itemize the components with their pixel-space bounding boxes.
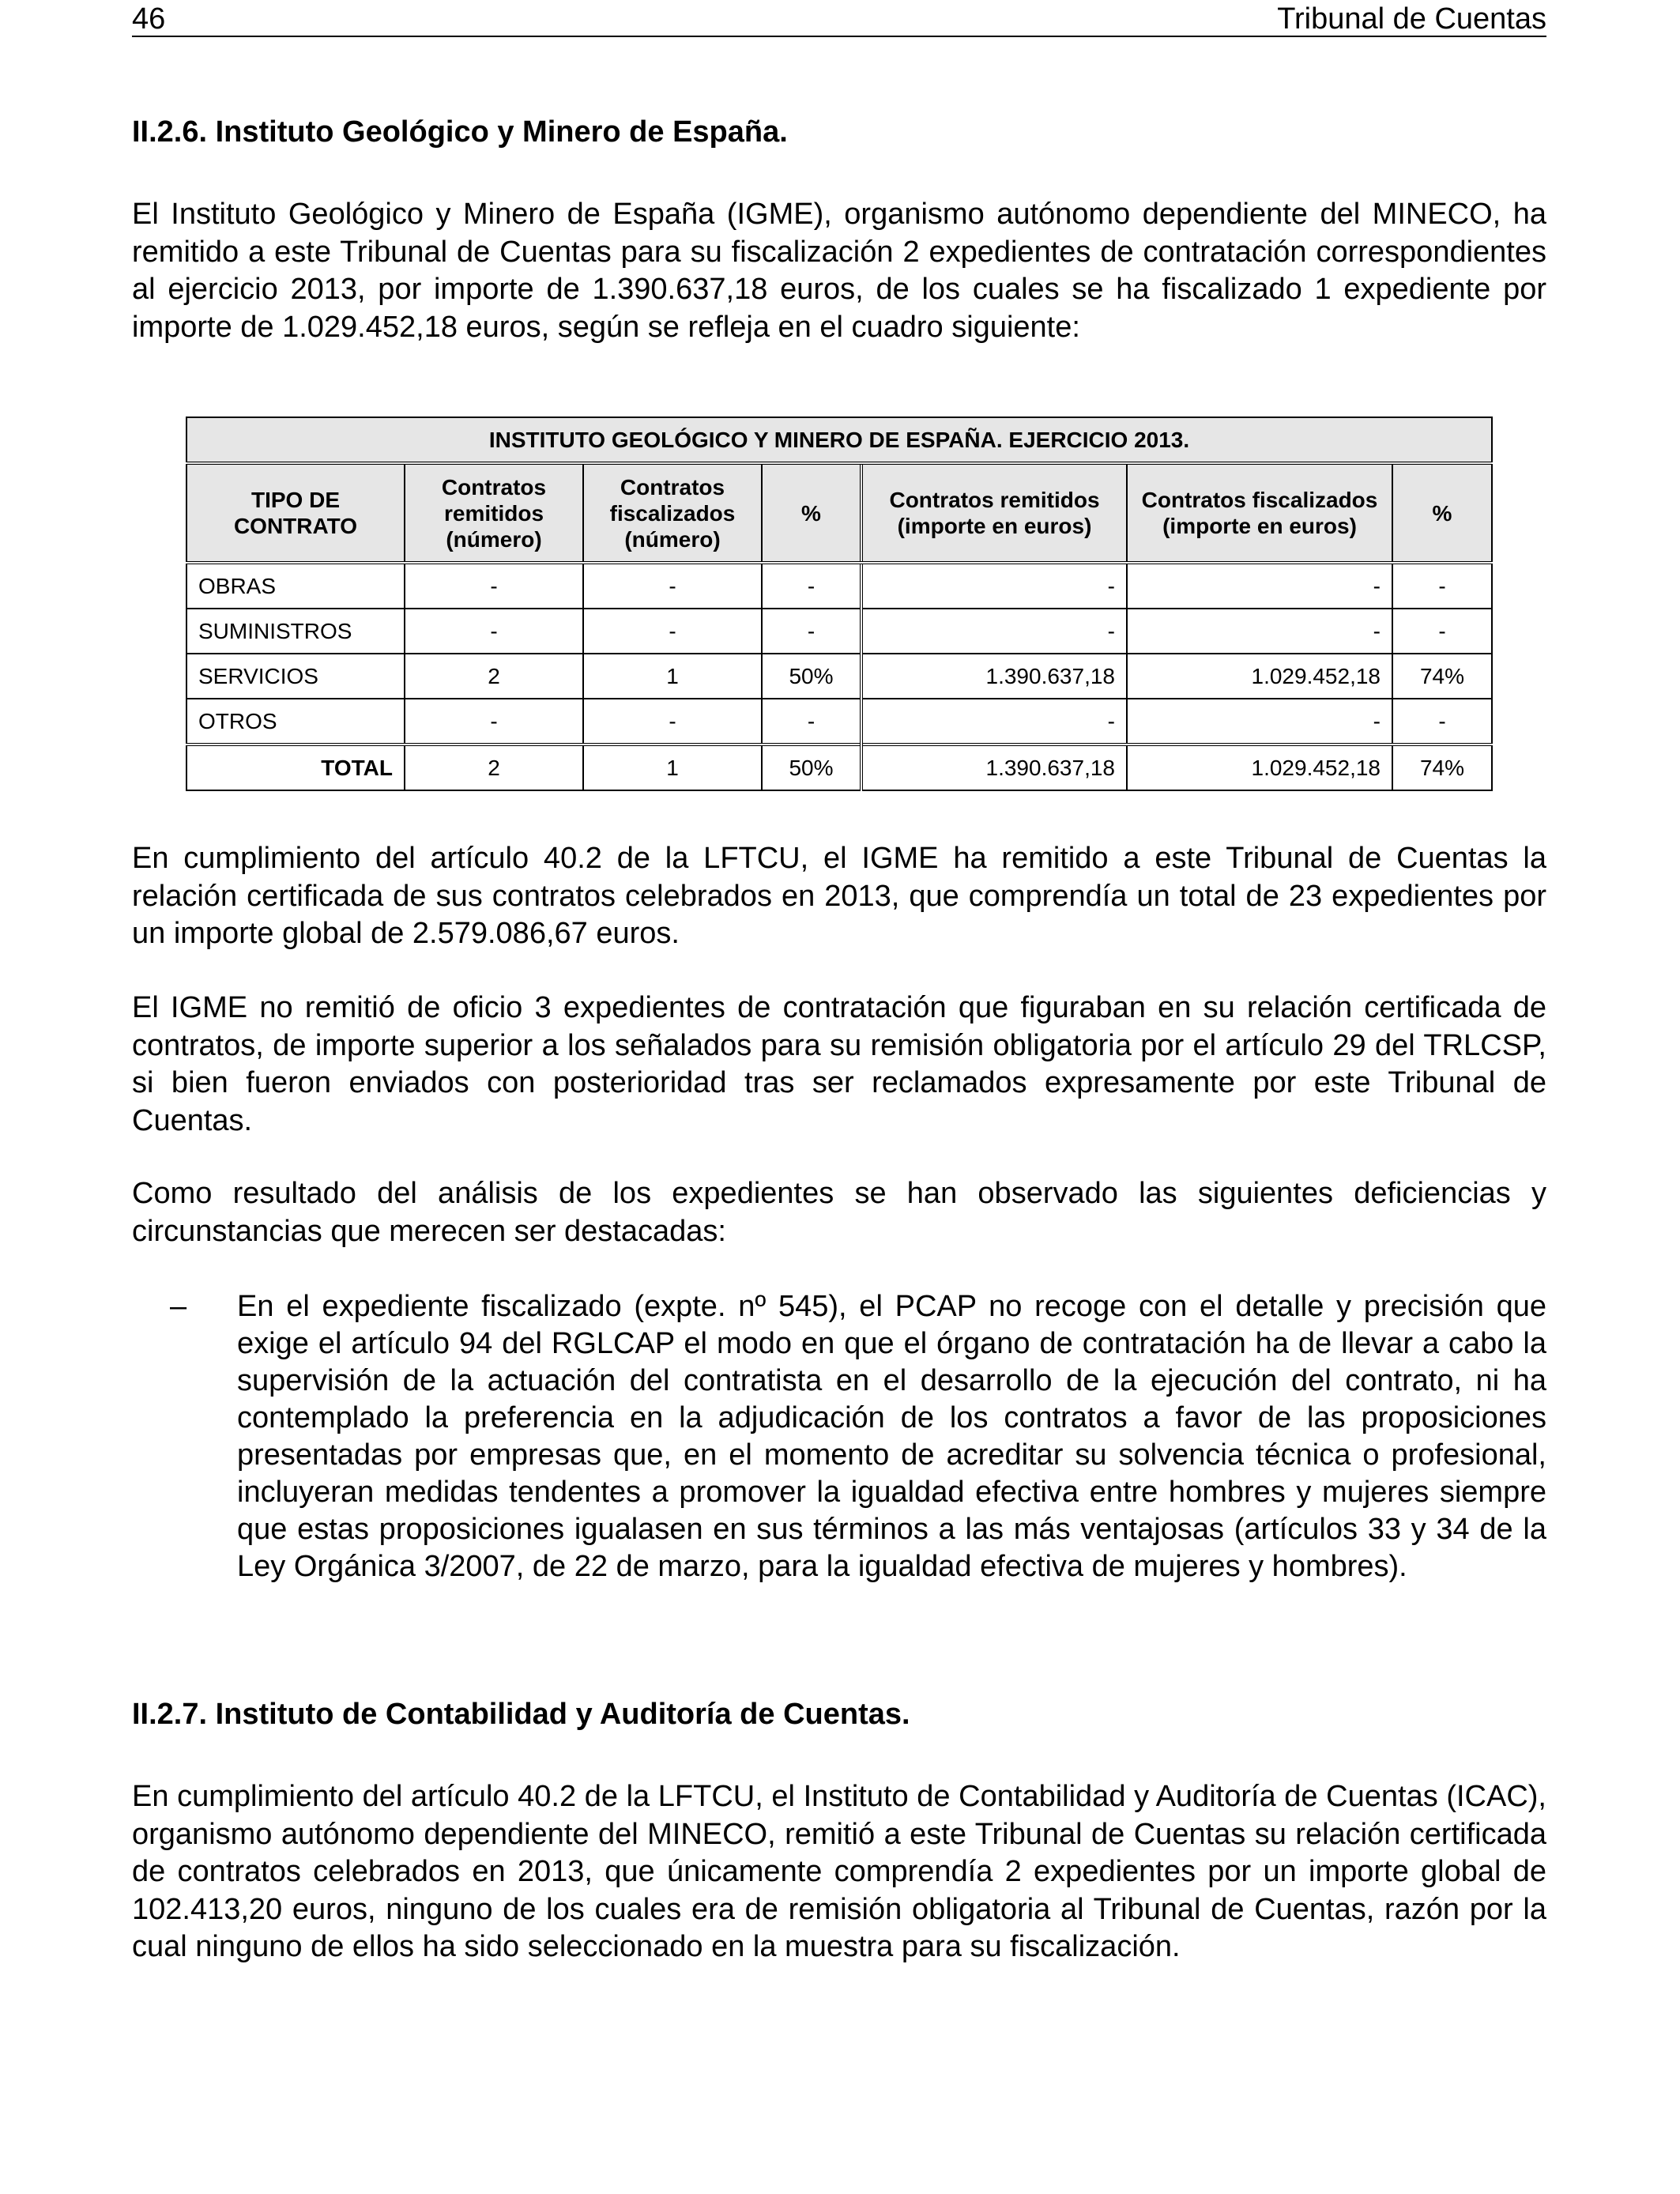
table-row: [186, 654, 1492, 699]
intro-paragraph: El Instituto Geológico y Minero de España (IGME), organismo autónomo dependiente del MINECO, ha remitido a este Tribunal de Cuentas para su fiscalización 2 expedientes de contratación correspondientes al ejercicio 2013, por importe de 1.390.637,18 euros, de los cuales se ha fiscalizado 1 expediente por importe de 1.029.452,18 euros, según se refleja en el cuadro siguiente:: [132, 198, 1546, 344]
table-cell: 1: [583, 654, 762, 699]
section-heading-icac: II.2.7. Instituto de Contabilidad y Auditoría de Cuentas.: [132, 1698, 910, 1731]
row-label: OTROS: [186, 699, 405, 745]
table-cell: 50%: [762, 654, 861, 699]
table-cell: 2: [405, 654, 583, 699]
table-cell: 2: [405, 745, 583, 790]
paragraph-remision: El IGME no remitió de oficio 3 expedientes de contratación que figuraban en su relación certificada de contratos, de importe superior a los señalados para su remisión obligatoria por el artículo 29 del TRLCSP, si bien fueron enviados con posterioridad tras ser reclamados expresamente por este Tribunal de Cuentas.: [132, 991, 1546, 1137]
paragraph-resultado: Como resultado del análisis de los expedientes se han observado las siguientes deficiencias y circunstancias que merecen ser destacadas:: [132, 1177, 1546, 1248]
row-label: SERVICIOS: [186, 654, 405, 699]
column-header: Contratos fiscalizados (número): [583, 463, 762, 563]
table-header-row: [186, 463, 1492, 563]
table-cell: 1.390.637,18: [861, 654, 1127, 699]
column-header: Contratos remitidos (importe en euros): [861, 463, 1127, 563]
column-header: %: [762, 463, 861, 563]
section-heading-igme: II.2.6. Instituto Geológico y Minero de España.: [132, 115, 788, 149]
publication-title: Tribunal de Cuentas: [1277, 2, 1546, 36]
paragraph-icac: En cumplimiento del artículo 40.2 de la LFTCU, el Instituto de Contabilidad y Auditoría de Cuentas (ICAC), organismo autónomo dependiente del MINECO, remitió a este Tribunal de Cuentas su relación certificada de contratos celebrados en 2013, que únicamente comprendía 2 expedientes por un importe global de 102.413,20 euros, ninguno de los cuales era de remisión obligatoria al Tribunal de Cuentas, razón por la cual ninguno de ellos ha sido seleccionado en la muestra para su fiscalización.: [132, 1780, 1546, 1963]
table-cell: -: [762, 699, 861, 745]
table-cell: 50%: [762, 745, 861, 790]
table-cell: 1: [583, 745, 762, 790]
table-cell: -: [405, 609, 583, 654]
table-cell: -: [861, 609, 1127, 654]
page-header: [132, 0, 1546, 37]
row-label: SUMINISTROS: [186, 609, 405, 654]
column-header: Contratos remitidos (número): [405, 463, 583, 563]
table-cell: -: [583, 699, 762, 745]
table-cell: -: [1127, 699, 1392, 745]
table-cell: 1.390.637,18: [861, 745, 1127, 790]
page-number: 46: [132, 2, 166, 36]
table-row: [186, 699, 1492, 745]
table-cell: -: [861, 563, 1127, 609]
table-cell: -: [1392, 699, 1492, 745]
table-cell: 1.029.452,18: [1127, 654, 1392, 699]
table-cell: -: [583, 563, 762, 609]
column-header: Contratos fiscalizados (importe en euros): [1127, 463, 1392, 563]
table-cell: 1.029.452,18: [1127, 745, 1392, 790]
table-cell: -: [1392, 563, 1492, 609]
table-title-row: [186, 417, 1492, 463]
table-cell: -: [405, 699, 583, 745]
table-cell: -: [405, 563, 583, 609]
table-cell: -: [1127, 563, 1392, 609]
table-cell: -: [762, 563, 861, 609]
row-label: OBRAS: [186, 563, 405, 609]
column-header: %: [1392, 463, 1492, 563]
column-header: TIPO DE CONTRATO: [186, 463, 405, 563]
table-cell: -: [1392, 609, 1492, 654]
total-label: TOTAL: [186, 745, 405, 790]
contracts-table: [186, 417, 1493, 791]
table-cell: -: [762, 609, 861, 654]
table-row: [186, 609, 1492, 654]
table-title: INSTITUTO GEOLÓGICO Y MINERO DE ESPAÑA. EJERCICIO 2013.: [186, 417, 1492, 463]
bullet-marker: –: [170, 1290, 187, 1323]
bullet-text: En el expediente fiscalizado (expte. nº 545), el PCAP no recoge con el detalle y precisión que exige el artículo 94 del RGLCAP el modo en que el órgano de contratación ha de llevar a cabo la supervisión de la actuación del contratista en el desarrollo de la ejecución del contrato, ni ha contemplado la preferencia en la adjudicación de los contratos a favor de las proposiciones presentadas por empresas que, en el momento de acreditar su solvencia técnica o profesional, incluyeran medidas tendentes a promover la igualdad efectiva entre hombres y mujeres siempre que estas proposiciones igualasen en sus términos a las más ventajosas (artículos 33 y 34 de la Ley Orgánica 3/2007, de 22 de marzo, para la igualdad efectiva de mujeres y hombres).: [237, 1290, 1546, 1583]
table-total-row: [186, 745, 1492, 790]
table-cell: 74%: [1392, 745, 1492, 790]
table-cell: -: [1127, 609, 1392, 654]
table-row: [186, 563, 1492, 609]
table-cell: 74%: [1392, 654, 1492, 699]
table-cell: -: [583, 609, 762, 654]
table-cell: -: [861, 699, 1127, 745]
paragraph-lftcu: En cumplimiento del artículo 40.2 de la LFTCU, el IGME ha remitido a este Tribunal de Cuentas la relación certificada de sus contratos celebrados en 2013, que comprendía un total de 23 expedientes por un importe global de 2.579.086,67 euros.: [132, 842, 1546, 950]
